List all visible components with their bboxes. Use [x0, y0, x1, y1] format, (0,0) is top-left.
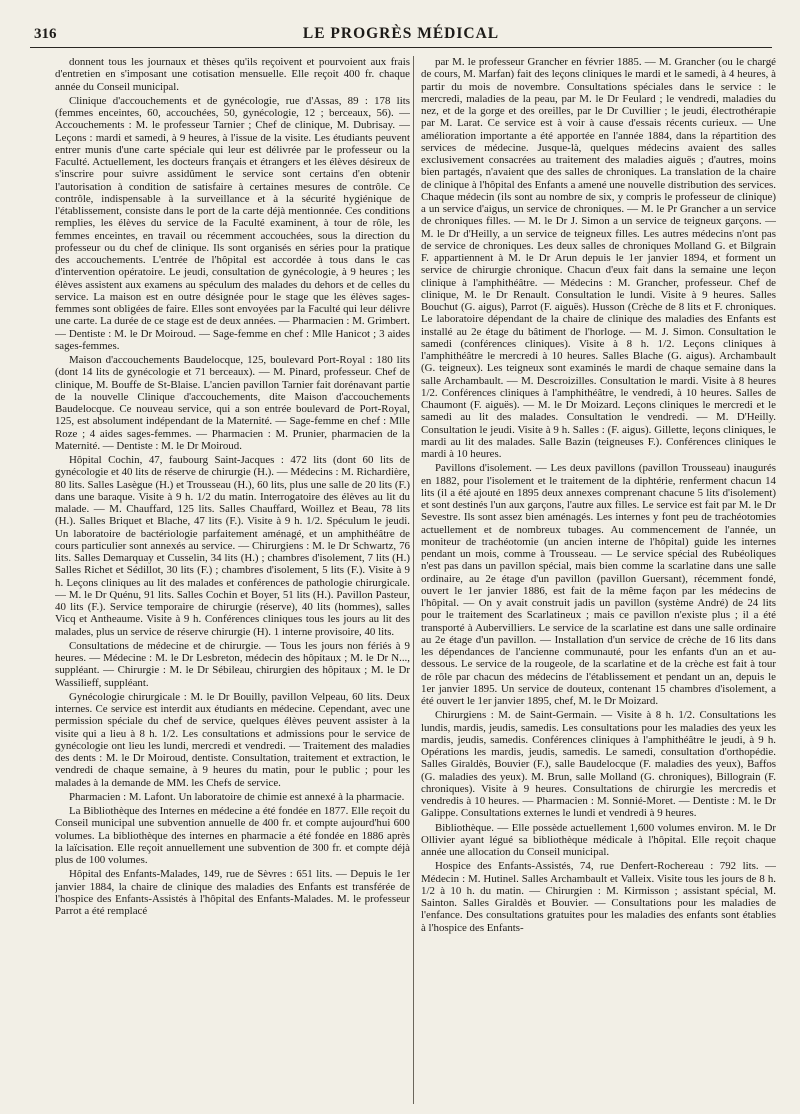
paragraph-hopital-cochin: Hôpital Cochin, 47, faubourg Saint-Jacques : 472 lits (dont 60 lits de gynécologie et 40 lits de réserve de chirurgie (H.). — Médecins : M. Richardière, 80 lits. Salles Lasègue (H.) et Trousseau (H.), 60 lits, plus une salle de 20 lits (F.) dans une baraque. Visite à 9 h. 1/2 du matin. Interrogatoire des élèves au lit du malade. — M. Chauffard, 125 lits. Salles Chauffard, Woillez et Beau, 78 lits (H.). Salles Briquet et Blache, 47 lits (F.). Visite à 9 h. 1/2. Spéculum le jeudi. Un laboratoire de bactériologie parfaitement aménagé, et un amphithéâtre de cours particulier sont annexés au service. — Chirurgiens : M. le Dr Schwartz, 76 lits. Salles Demarquay et Cusselin, 34 lits (H.) ; chambres d'isolement, 7 lits (H.) Salles Richet et Sédillot, 30 lits (F.) ; chambres d'isolement, 5 lits (F.). Visite à 9 h. Leçons cliniques au lit des malades et conférences de pathologie chirurgicale. — M. le Dr Quénu, 91 lits. Salles Cochin et Boyer, 51 lits (H.). Pavillon Pasteur, 40 lits (F.). Service temporaire de chirurgie (réserve), 40 lits (hommes), salles Vicq et Antheaume. Visite à 9 h. Conférences cliniques tous les jours au lit des malades, plus un service de réserve chirurgie (H). 1 interne provisoire, 40 lits.: [55, 454, 410, 638]
paragraph-pavillons-isolement: Pavillons d'isolement. — Les deux pavillons (pavillon Trousseau) inaugurés en 1882, pour l'isolement et le traitement de la diphtérie, renferment chacun 14 lits (il a été ajouté en 1895 deux annexes comprenant chacune 5 lits d'isolement) et sont destinés l'un aux garçons, l'autre aux filles. Le service est fait par M. le Dr Sevestre. Ils sont assez bien aménagés. Les internes y font peu de trachéotomies actuellement et de nombreux tubages. Au commencement de l'année, un moniteur de trachéotomie (un ancien interne de l'hôpital) guide les internes pendant un mois, comme à Trousseau. — Le service spécial des Rubéoliques n'est pas dans un pavillon spécial, mais bien comme la scarlatine dans une salle ordinaire, au 2e étage d'un pavillon (pavillon Guersant), récemment fondé, ouvert le 1er janvier 1886, est fait de la même façon par les médecins de l'hôpital. — On y avait construit jadis un pavillon (système André) de 24 lits pour le traitement des Scarlatineux ; mais ce pavillon n'existe plus ; il a été transporté à Aubervilliers. Le service de la scarlatine est dans une salle ordinaire au 2e étage d'un pavillon. — Installation d'un service de crèche de 16 lits dans les dépendances de l'ancienne communauté, pour les enfants d'un an et au-dessous. Le service de la rougeole, de la scarlatine et de la crèche est fait à tour de rôle par chacun des médecins de l'établissement et pendant un an, depuis le 1er janvier 1895. Un service de douteux, contenant 15 chambres d'isolement, a été ouvert le 1er janvier 1895, chef, M. le Dr Moizard.: [421, 462, 776, 707]
right-column: [421, 56, 776, 1106]
paragraph-chirurgiens: Chirurgiens : M. de Saint-Germain. — Visite à 8 h. 1/2. Consultations les lundis, mardis, jeudis, samedis. Les consultations pour les maladies des yeux les mardis, jeudis, samedis. Conférences cliniques à l'amphithéâtre le jeudi, à 9 h. Opérations les mardis, jeudis, samedis. Le samedi, consultation d'orthopédie. Salles Giraldès, Bouvier (F.), salle Baudelocque (F. maladies des yeux), Baffos (G. maladies des yeux). M. Brun, salle Molland (G. chroniques), Billograin (F. chroniques). Visite à 9 heures. Consultations de chirurgie les mercredis et vendredis à 10 heures. — Pharmacien : M. Sonnié-Moret. — Dentiste : M. le Dr Galippe. Consultations externes le lundi et vendredi à 9 heures.: [421, 709, 776, 820]
paragraph-pharmacien: Pharmacien : M. Lafont. Un laboratoire de chimie est annexé à la pharmacie.: [69, 790, 405, 803]
running-title: LE PROGRÈS MÉDICAL: [302, 25, 500, 42]
paragraph-enfants-assistes: Hospice des Enfants-Assistés, 74, rue Denfert-Rochereau : 792 lits. — Médecin : M. Hutinel. Salles Archambault et Valleix. Visite tous les jours de 8 h. 1/2 à 10 h. du matin. — Chirurgien : M. Kirmisson ; assistant spécial, M. Sainton. Salles Giraldès et Bouvier. — Consultations pour les maladies de l'enfance. Des consultations gratuites pour les maladies des enfants sont établies à l'hospice des Enfants-: [421, 860, 776, 934]
paragraph-journaux: donnent tous les journaux et thèses qu'ils reçoivent et pourvoient aux frais d'entretien en s'imposant une cotisation mensuelle. Elle reçoit 400 fr. chaque année du Conseil municipal.: [55, 56, 410, 93]
paragraph-gynecologie: Gynécologie chirurgicale : M. le Dr Bouilly, pavillon Velpeau, 60 lits. Deux internes. Ce service est interdit aux étudiants en médecine. Cependant, avec une permission spéciale du chef de service, quelques élèves peuvent assister à la visite qui a lieu à 8 h. 1/2. Les consultations et admissions pour le service de gynécologie ont lieu les lundi, mercredi et vendredi. — Traitement des maladies des dents : M. le Dr Moiroud, dentiste. Consultation, traitement et extraction, le vendredi de chaque semaine, à 9 heures du matin, pour le public ; pour les malades à la demande de MM. les Chefs de service.: [55, 690, 410, 789]
paragraph-bibliotheque-internes: La Bibliothèque des Internes en médecine a été fondée en 1877. Elle reçoit du Conseil municipal une subvention annuelle de 400 fr. et compte aujourd'hui 600 volumes. La bibliothèque des internes en pharmacie a été fondée en 1886 après la laïcisation. Elle reçoit annuellement une subvention de 300 fr. et compte déjà plus de 100 volumes.: [55, 805, 410, 866]
left-column: [55, 56, 410, 1106]
paragraph-consultations: Consultations de médecine et de chirurgie. — Tous les jours non fériés à 9 heures. — Médecine : M. le Dr Lesbreton, médecin des hôpitaux ; M. le Dr N..., suppléant. — Chirurgie : M. le Dr Sébileau, chirurgien des hôpitaux ; M. le Dr Wassilieff, suppléant.: [55, 639, 410, 689]
paragraph-baudelocque: Maison d'accouchements Baudelocque, 125, boulevard Port-Royal : 180 lits (dont 14 lits de gynécologie et 71 berceaux). — M. Pinard, professeur. Chef de clinique, M. Bouffe de St-Blaise. L'ancien pavillon Tarnier fait dorénavant partie de la nouvelle Clinique d'accouchements, dite Maison d'accouchements Baudelocque. Ce nouveau service, qui a son entrée boulevard de Port-Royal, 125, est absolument indépendant de la Maternité. — Sage-femme en chef : Mlle Roze ; 4 aides sages-femmes. — Pharmacien : M. Prunier, pharmacien de la Maternité. — Dentiste : M. le Dr Moiroud.: [55, 354, 410, 452]
page-header: [30, 22, 772, 44]
paragraph-bibliotheque: Bibliothèque. — Elle possède actuellement 1,600 volumes environ. M. le Dr Ollivier ayant légué sa bibliothèque médicale à l'hôpital. Elle reçoit chaque année une allocation du Conseil municipal.: [421, 821, 776, 858]
paragraph-clinique-accouchements: Clinique d'accouchements et de gynécologie, rue d'Assas, 89 : 178 lits (femmes enceintes, 60, accouchées, 50, gynécologie, 12 ; berceaux, 56). — Accouchements : M. le professeur Tarnier ; Chef de clinique, M. Dubrisay. — Leçons : mardi et samedi, à 9 heures, à l'issue de la visite. Les étudiants peuvent entrer munis d'une carte spéciale qui leur est délivrée par le professeur ou la Faculté. Actuellement, les docteurs français et étrangers et les élèves désireux de s'inscrire pour suivre assidûment le service sont certains d'en obtenir l'autorisation à condition de satisfaire à certaines mesures de contrôle. Ce contrôle, indispensable à la surveillance et à la sécurité hygiénique de l'établissement, consiste dans le port de la carte déjà mentionnée. Ces conditions remplies, les élèves du service de la Faculté examinent, à tour de rôle, les femmes enceintes, en travail ou récemment accouchées, sous la direction du professeur ou du chef de clinique. Ils sont organisés en séries pour la pratique des accouchements. L'entrée de l'hôpital est accordée à tous dans le cas d'intervention opératoire. Le jeudi, consultation de gynécologie, à 9 heures ; les élèves assistent aux examens au spéculum des malades du dehors et de celles du service. La maison est en outre désignée pour le stage que les élèves sages-femmes sont obligées de faire. Elles sont envoyées par la Faculté qui leur délivre une carte. La durée de ce stage est de deux années. — Pharmacien : M. Grimbert. — Dentiste : M. le Dr Moiroud. — Sage-femme en chef : Mlle Hanicot ; 3 aides sages-femmes.: [55, 94, 410, 352]
column-divider: [413, 56, 414, 1104]
page-number: 316: [34, 26, 57, 42]
paragraph-grancher-services: par M. le professeur Grancher en février 1885. — M. Grancher (ou le chargé de cours, M. Marfan) fait des leçons cliniques le mardi et le samedi, à 4 heures, à partir du mois de novembre. Consultations spéciales dans le service : le mercredi, maladies de la peau, par M. le Dr Feulard ; le vendredi, maladies du nez, et de la gorge et des oreilles, par le Dr Cuvillier ; le jeudi, électrothérapie par M. Larat. Ce service est à voir à cause d'essais récents curieux. — Une amélioration importante a été apportée en l'année 1884, dans la répartition des services de médecine. Jusque-là, quelques médecins avaient des salles exclusivement consacrées au traitement des maladies aiguës ; d'autres, moins bien partagés, n'avaient que des salles de chroniques. La translation de la chaire de clinique à l'hôpital des Enfants a amené une nouvelle distribution des services. Chaque médecin (ils sont au nombre de six, y compris le professeur de clinique) a un service d'aigus, un service de chroniques. — M. le Pr Grancher a un service de chroniques filles. — M. le Dr J. Simon a un service de teigneux garçons. — M. le Dr d'Heilly, a un service de teigneux filles. Les autres médecins n'ont pas de service de chroniques. Les deux salles de chroniques Molland G. et Bilgrain F. appartiennent à M. le Dr Arun depuis le 1er janvier 1894, et forment un service de chirurgie chronique. Chacun d'eux fait dans la semaine une leçon clinique à l'amphithéâtre. — Médecins : M. Grancher, professeur. Chef de clinique, M. le Dr Renault. Consultation le lundi. Visite à 9 heures. Salles Bouchut (G. aigus), Parrot (F. aiguës). Husson (Crèche de 8 lits et F. chroniques. Le laboratoire dépendant de la chaire de clinique des maladies des Enfants est installé au 2e étage du bâtiment de l'horloge. — M. J. Simon. Consultation le samedi (conférences cliniques). Visite à 8 h. 1/2. Leçons cliniques à l'amphithéâtre le mercredi à 10 heures. Salles Blache (G. aigus). Archambault (G. teigneux). Les teigneux sont examinés le mardi de chaque semaine dans la salle Archambault. — M. Descroizilles. Consultation le mardi. Visite à 8 heures 1/2. Conférences cliniques à l'amphithéâtre, le vendredi, à 10 heures. Salles de Chaumont (F. aiguës). — M. le Dr Moizard. Leçons cliniques le mercredi et le samedi au lit des malades. Consultation le vendredi. — M. D'Heilly. Consultation le jeudi. Visite à 9 h. Salles : (F. aigus). Gillette, leçons cliniques, le mardi au lit des malades. Salle Bazin (teigneuses F.). Conférences cliniques le mardi à 10 heures.: [421, 56, 776, 460]
header-rule: [30, 47, 772, 48]
paragraph-enfants-malades: Hôpital des Enfants-Malades, 149, rue de Sèvres : 651 lits. — Depuis le 1er janvier 1884, la chaire de clinique des maladies des Enfants est transférée de l'hospice des Enfants-Assistés à l'hôpital des Enfants-Malades. M. le professeur Parrot a été remplacé: [55, 868, 410, 917]
